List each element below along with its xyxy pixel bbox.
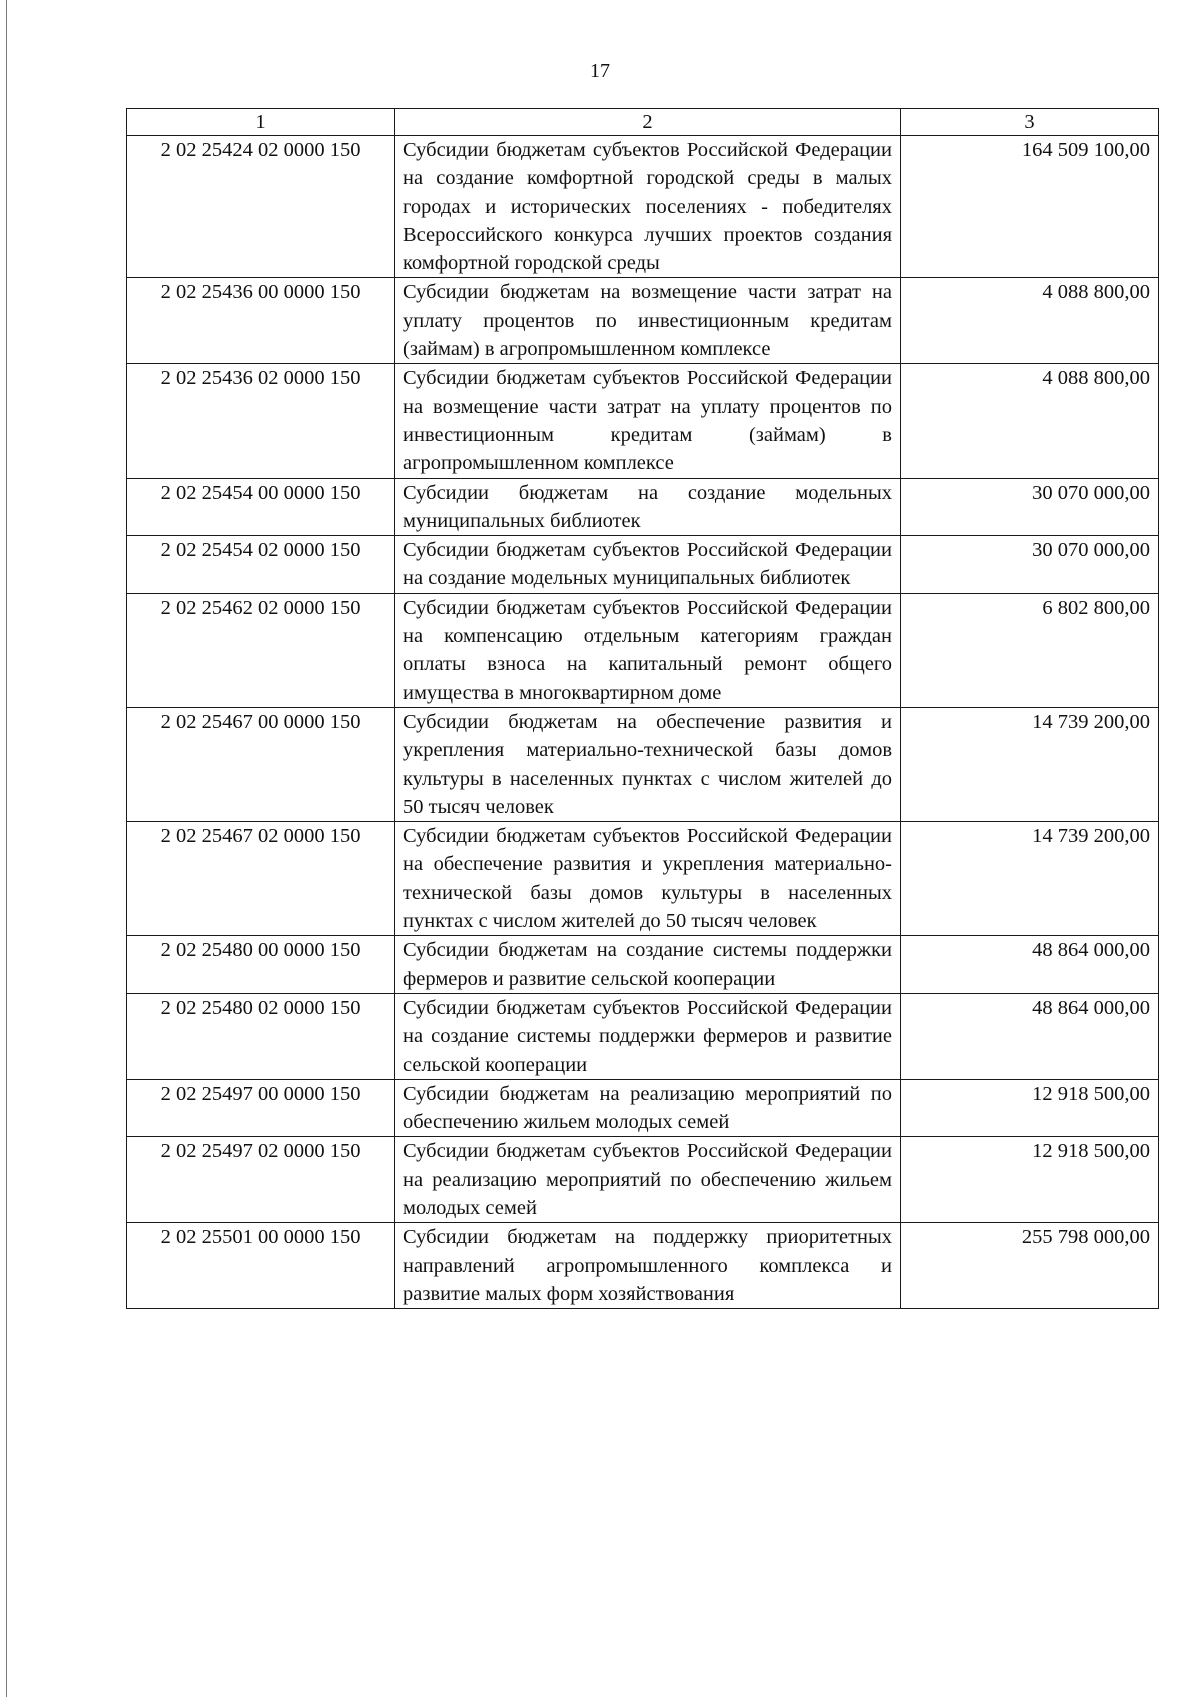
table-row — [127, 936, 1159, 994]
table-row — [127, 364, 1159, 478]
income-name: Субсидии бюджетам субъектов Российской Федерации на создание модельных муниципальных библиотек — [395, 536, 901, 594]
table-row — [127, 278, 1159, 364]
income-amount: 14 739 200,00 — [901, 822, 1159, 936]
income-name: Субсидии бюджетам субъектов Российской Федерации на реализацию мероприятий по обеспечению жильем молодых семей — [395, 1137, 901, 1223]
table-row — [127, 822, 1159, 936]
income-code: 2 02 25480 02 0000 150 — [127, 993, 395, 1079]
income-name: Субсидии бюджетам на обеспечение развития и укрепления материально-технической базы домов культуры в населенных пунктах с числом жителей до 50 тысяч человек — [395, 707, 901, 821]
income-amount: 30 070 000,00 — [901, 478, 1159, 536]
column-header-code: 1 — [127, 109, 395, 136]
income-amount: 14 739 200,00 — [901, 707, 1159, 821]
income-name: Субсидии бюджетам субъектов Российской Федерации на создание комфортной городской среды в малых городах и исторических поселениях - победителях Всероссийского конкурса лучших проектов создания комфортной городской среды — [395, 136, 901, 278]
income-amount: 164 509 100,00 — [901, 136, 1159, 278]
income-code: 2 02 25497 00 0000 150 — [127, 1079, 395, 1137]
table-row — [127, 1079, 1159, 1137]
column-header-name: 2 — [395, 109, 901, 136]
income-code: 2 02 25497 02 0000 150 — [127, 1137, 395, 1223]
income-code: 2 02 25462 02 0000 150 — [127, 593, 395, 707]
income-amount: 255 798 000,00 — [901, 1223, 1159, 1309]
income-name: Субсидии бюджетам на создание системы поддержки фермеров и развитие сельской кооперации — [395, 936, 901, 994]
table-header-row — [127, 109, 1159, 136]
income-code: 2 02 25454 02 0000 150 — [127, 536, 395, 594]
income-amount: 4 088 800,00 — [901, 278, 1159, 364]
income-amount: 48 864 000,00 — [901, 993, 1159, 1079]
table-row — [127, 993, 1159, 1079]
income-code: 2 02 25501 00 0000 150 — [127, 1223, 395, 1309]
income-code: 2 02 25454 00 0000 150 — [127, 478, 395, 536]
income-amount: 12 918 500,00 — [901, 1079, 1159, 1137]
table-row — [127, 478, 1159, 536]
income-amount: 48 864 000,00 — [901, 936, 1159, 994]
income-name: Субсидии бюджетам на реализацию мероприятий по обеспечению жильем молодых семей — [395, 1079, 901, 1137]
table-row — [127, 593, 1159, 707]
income-name: Субсидии бюджетам субъектов Российской Федерации на компенсацию отдельным категориям граждан оплаты взноса на капитальный ремонт общего имущества в многоквартирном доме — [395, 593, 901, 707]
income-name: Субсидии бюджетам субъектов Российской Федерации на возмещение части затрат на уплату процентов по инвестиционным кредитам (займам) в агропромышленном комплексе — [395, 364, 901, 478]
table-row — [127, 1137, 1159, 1223]
income-amount: 4 088 800,00 — [901, 364, 1159, 478]
income-name: Субсидии бюджетам субъектов Российской Федерации на обеспечение развития и укрепления материально-технической базы домов культуры в населенных пунктах с числом жителей до 50 тысяч человек — [395, 822, 901, 936]
income-name: Субсидии бюджетам на возмещение части затрат на уплату процентов по инвестиционным кредитам (займам) в агропромышленном комплексе — [395, 278, 901, 364]
page-number: 17 — [590, 60, 610, 82]
income-code: 2 02 25424 02 0000 150 — [127, 136, 395, 278]
income-code: 2 02 25467 02 0000 150 — [127, 822, 395, 936]
income-amount: 30 070 000,00 — [901, 536, 1159, 594]
income-code: 2 02 25436 00 0000 150 — [127, 278, 395, 364]
income-code: 2 02 25467 00 0000 150 — [127, 707, 395, 821]
table-row — [127, 136, 1159, 278]
income-name: Субсидии бюджетам субъектов Российской Федерации на создание системы поддержки фермеров и развитие сельской кооперации — [395, 993, 901, 1079]
income-amount: 6 802 800,00 — [901, 593, 1159, 707]
table-row — [127, 1223, 1159, 1309]
income-name: Субсидии бюджетам на поддержку приоритетных направлений агропромышленного комплекса и развитие малых форм хозяйствования — [395, 1223, 901, 1309]
table-row — [127, 707, 1159, 821]
budget-table — [126, 108, 1159, 1309]
income-code: 2 02 25480 00 0000 150 — [127, 936, 395, 994]
income-amount: 12 918 500,00 — [901, 1137, 1159, 1223]
table-row — [127, 536, 1159, 594]
scan-edge-line — [6, 0, 7, 1697]
income-code: 2 02 25436 02 0000 150 — [127, 364, 395, 478]
income-name: Субсидии бюджетам на создание модельных муниципальных библиотек — [395, 478, 901, 536]
column-header-amount: 3 — [901, 109, 1159, 136]
